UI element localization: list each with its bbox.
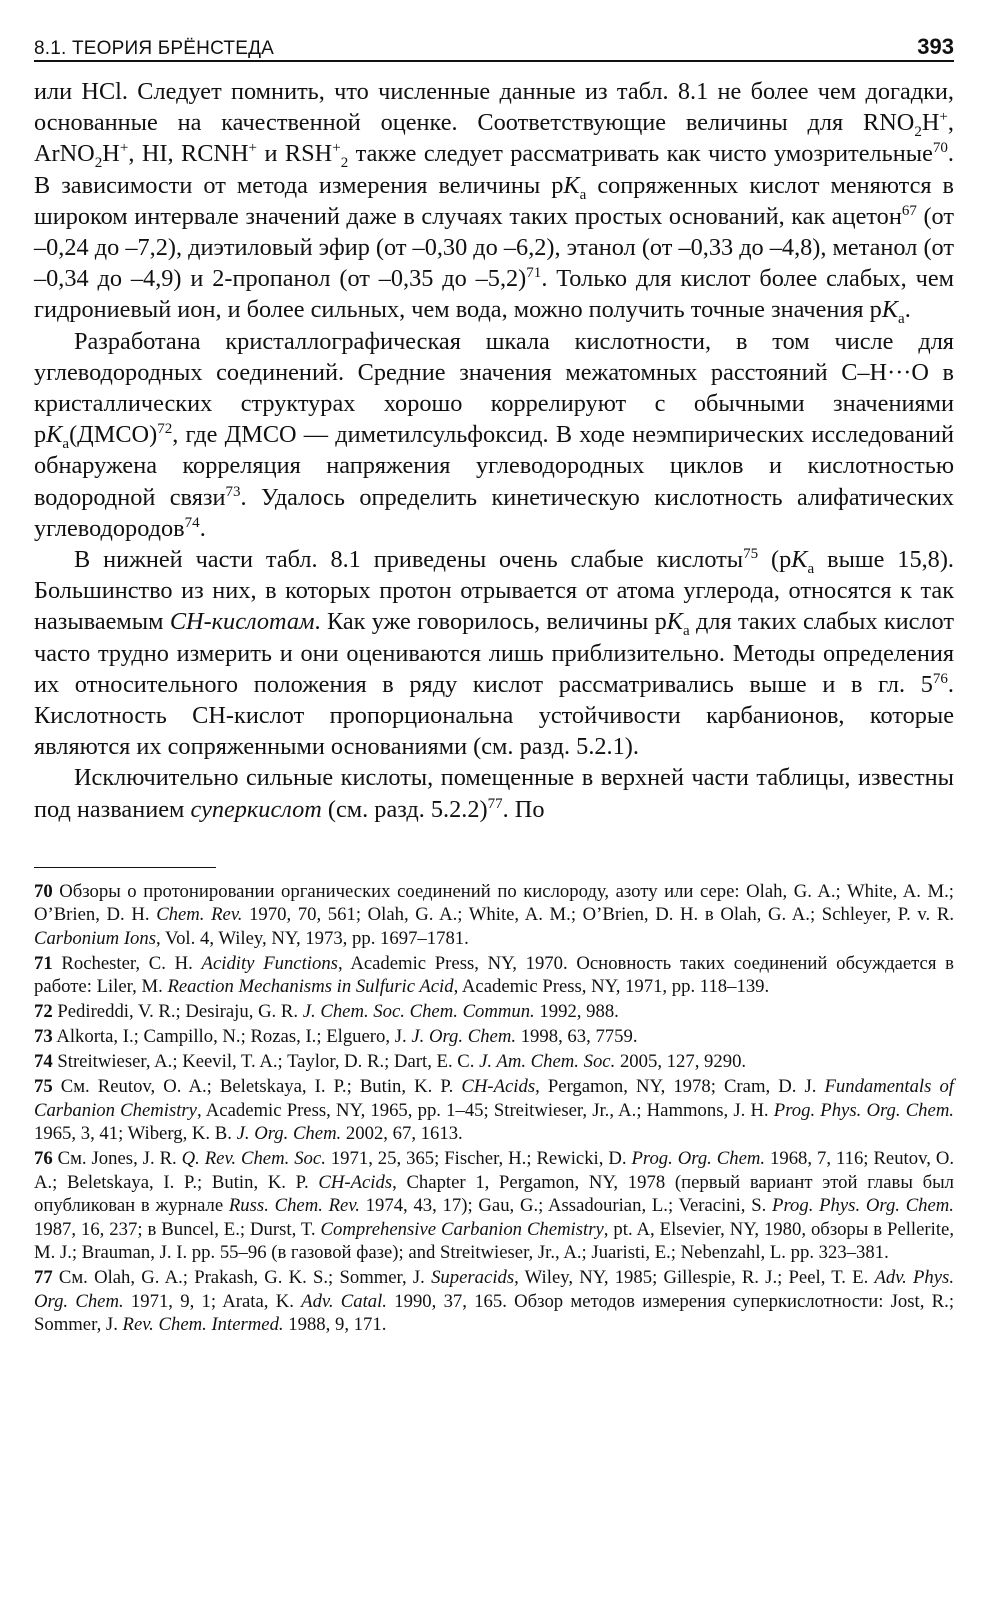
superscript: 72 <box>157 421 173 438</box>
page-number: 393 <box>917 34 954 59</box>
text-run: , ArNO <box>34 109 954 168</box>
text-run: , Academic Press, NY, 1970. Основность таких соединений обсуждается в работе: Liler, M. <box>34 952 955 998</box>
text-run: . По <box>502 795 545 823</box>
footnote <box>34 1266 954 1337</box>
text-run: , Pergamon, NY, 1978; Cram, D. J. <box>535 1076 825 1098</box>
text-run: См. Olah, G. A.; Prakash, G. K. S.; Sommer, J. <box>52 1267 432 1289</box>
superscript: + <box>332 140 341 157</box>
italic-text: Superacids <box>431 1267 515 1289</box>
text-run: , Academic Press, NY, 1971, pp. 118–139. <box>453 976 770 998</box>
page <box>34 30 954 1338</box>
superscript: 71 <box>526 265 542 282</box>
italic-text: J. Am. Chem. Soc. <box>479 1051 616 1073</box>
italic-text: Comprehensive Carbanion Chemistry <box>320 1218 604 1240</box>
subscript: a <box>62 436 70 453</box>
text-run: 2002, 67, 1613. <box>341 1123 463 1145</box>
superscript: + <box>119 140 129 157</box>
text-run: или HCl. Следует помнить, что численные данные из табл. 8.1 не более чем догадки, основанные на качественной оценке. Соответствующие величины для RNO <box>34 78 954 137</box>
footnote-number: 71 <box>34 952 53 974</box>
italic-text: Prog. Phys. Org. Chem. <box>772 1195 954 1217</box>
superscript: 70 <box>932 140 948 157</box>
text-run: , HI, RCNH <box>128 140 249 168</box>
text-run: 1990, 37, 165. Обзор методов измерения суперкислотности: Jost, R.; Sommer, J. <box>34 1290 955 1336</box>
text-run: выше 15,8). Большинство из них, в которых протон отрывается от атома углерода, относятся к так называемым <box>34 546 954 636</box>
italic-text: K <box>791 546 808 574</box>
italic-text: Adv. Phys. Org. Chem. <box>34 1267 954 1312</box>
body-text <box>34 76 954 825</box>
footnote <box>34 1025 954 1049</box>
text-run: В нижней части табл. 8.1 приведены очень слабые кислоты <box>74 546 744 574</box>
text-run: См. Jones, J. R. <box>52 1148 182 1170</box>
footnote-number: 76 <box>34 1148 53 1170</box>
text-run: 2005, 127, 9290. <box>615 1051 747 1073</box>
text-run: Streitwieser, A.; Keevil, T. A.; Taylor, D. R.; Dart, E. C. <box>52 1051 480 1073</box>
italic-text: K <box>46 421 63 449</box>
italic-text: Russ. Chem. Rev. <box>228 1195 360 1217</box>
text-run: H <box>921 109 940 137</box>
text-run: . В зависимости от метода измерения величины p <box>34 140 954 199</box>
footnote <box>34 1075 954 1146</box>
superscript: + <box>248 140 258 157</box>
text-run: , Chapter 1, Pergamon, NY, 1978 (первый вариант этой главы был опубликован в журнале <box>34 1171 955 1217</box>
italic-text: Adv. Catal. <box>301 1290 387 1312</box>
text-run: сопряженных кислот меняются в широком интервале значений даже в случаях таких простых оснований, как ацетон <box>34 171 955 230</box>
paragraph <box>34 544 954 762</box>
text-run: Rochester, C. H. <box>52 952 202 974</box>
italic-text: Fundamentals of Carbanion Chemistry <box>34 1076 954 1121</box>
text-run: 1965, 3, 41; Wiberg, K. B. <box>34 1123 237 1145</box>
text-run: 1988, 9, 171. <box>283 1314 387 1336</box>
footnote <box>34 880 954 951</box>
footnote-divider <box>34 867 216 868</box>
text-run: , Academic Press, NY, 1965, pp. 1–45; Streitwieser, Jr., A.; Hammons, J. H. <box>196 1099 774 1121</box>
text-run: . Как уже говорилось, величины p <box>314 608 667 636</box>
italic-text: суперкислот <box>190 795 322 823</box>
paragraph <box>34 326 954 544</box>
subscript: a <box>682 623 690 640</box>
text-run: (от –0,24 до –7,2), диэтиловый эфир (от –0,30 до –6,2), этанол (от –0,33 до –4,8), метанол (от –0,34 до –4,9) и 2-пропанол (от –0,35 до –5,2) <box>34 202 954 293</box>
italic-text: Carbonium Ions <box>34 927 156 949</box>
text-run: , где ДМСО — диметилсульфоксид. В ходе неэмпирических исследований обнаружена корреляция напряжения углеводородных циклов и кислотностью водородной связи <box>34 421 954 511</box>
subscript: a <box>807 560 815 577</box>
superscript: 76 <box>932 670 948 687</box>
italic-text: J. Chem. Soc. Chem. Commun. <box>302 1001 535 1023</box>
text-run: Alkorta, I.; Campillo, N.; Rozas, I.; Elguero, J. <box>52 1026 412 1048</box>
italic-text: K <box>881 296 899 324</box>
subscript: 2 <box>340 155 349 172</box>
italic-text: Prog. Phys. Org. Chem. <box>773 1099 954 1121</box>
footnote-number: 74 <box>34 1051 53 1073</box>
text-run: , pt. A, Elsevier, NY, 1980, обзоры в Pellerite, M. J.; Brauman, J. I. pp. 55–96 (в газовой фазе); and Streitwieser, Jr., A.; Juaristi, E.; Nebenzahl, L. pp. 323–381. <box>34 1218 954 1264</box>
subscript: 2 <box>94 155 103 172</box>
italic-text: Q. Rev. Chem. Soc. <box>181 1148 326 1170</box>
footnote <box>34 1000 954 1024</box>
italic-text: J. Org. Chem. <box>411 1026 517 1048</box>
text-run: для таких слабых кислот часто трудно измерить и они оцениваются лишь приблизительно. Методы определения их относительного положения в ряду кислот рассматривались выше и в гл. 5 <box>34 608 954 698</box>
text-run: 1971, 9, 1; Arata, K. <box>123 1290 302 1312</box>
italic-text: K <box>563 171 580 199</box>
italic-text: CH-Acids <box>461 1076 536 1098</box>
italic-text: Rev. Chem. Intermed. <box>122 1314 284 1336</box>
italic-text: Chem. Rev. <box>156 904 243 926</box>
text-run: . <box>904 296 911 324</box>
text-run: H <box>102 140 120 168</box>
text-run: . Удалось определить кинетическую кислотность алифатических углеводородов <box>34 483 955 542</box>
subscript: 2 <box>914 124 922 141</box>
text-run: , Wiley, NY, 1985; Gillespie, R. J.; Peel, T. E. <box>514 1267 875 1289</box>
text-run: 1971, 25, 365; Fischer, H.; Rewicki, D. <box>325 1148 632 1170</box>
footnotes <box>34 880 954 1337</box>
text-run: 1998, 63, 7759. <box>516 1026 638 1048</box>
paragraph <box>34 76 954 326</box>
section-title: 8.1. ТЕОРИЯ БРЁНСТЕДА <box>34 38 275 59</box>
footnote <box>34 952 954 999</box>
footnote-number: 70 <box>34 880 53 902</box>
footnote <box>34 1147 954 1265</box>
footnote <box>34 1050 954 1074</box>
superscript: + <box>939 109 948 126</box>
footnote-number: 73 <box>34 1026 53 1048</box>
text-run: 1992, 988. <box>534 1001 619 1023</box>
text-run: Pedireddi, V. R.; Desiraju, G. R. <box>52 1001 303 1023</box>
footnote-number: 72 <box>34 1001 53 1023</box>
footnote-number: 75 <box>34 1076 53 1098</box>
superscript: 77 <box>487 795 503 812</box>
text-run: (см. разд. 5.2.2) <box>321 795 488 823</box>
footnote-number: 77 <box>34 1267 53 1289</box>
italic-text: CH-Acids <box>318 1171 393 1193</box>
text-run: 1968, 7, 116; Reutov, O. A.; Beletskaya, I. P.; Butin, K. P. <box>34 1148 954 1193</box>
text-run: (ДМСО) <box>69 421 158 449</box>
subscript: a <box>898 311 905 328</box>
superscript: 73 <box>225 483 241 500</box>
text-run: Обзоры о протонировании органических соединений по кислороду, азоту или сере: Olah, G. A.; White, A. M.; O’Brien, D. H. <box>34 880 954 926</box>
italic-text: Acidity Functions <box>201 952 338 974</box>
superscript: 75 <box>743 545 759 562</box>
text-run: 1987, 16, 237; в Buncel, E.; Durst, T. <box>34 1218 321 1240</box>
superscript: 67 <box>901 202 917 219</box>
subscript: a <box>579 186 587 203</box>
paragraph <box>34 762 954 824</box>
superscript: 74 <box>184 514 200 531</box>
italic-text: Reaction Mechanisms in Sulfuric Acid <box>167 976 454 998</box>
text-run: . Кислотность CH-кислот пропорциональна устойчивости карбанионов, которые являются их сопряженными основаниями (см. разд. 5.2.1). <box>34 670 954 761</box>
text-run: (p <box>758 546 792 574</box>
text-run: и RSH <box>257 140 333 168</box>
text-run: 1970, 70, 561; Olah, G. A.; White, A. M.; O’Brien, D. H. в Olah, G. A.; Schleyer, P. v. R. <box>242 904 954 926</box>
italic-text: K <box>666 608 683 636</box>
text-run: Разработана кристаллографическая шкала кислотности, в том числе для углеводородных соединений. Средние значения межатомных расстояний C–H···O в кристаллических структурах хорошо коррелируют с обычными значениями p <box>34 327 954 449</box>
italic-text: J. Org. Chem. <box>236 1123 342 1145</box>
text-run: См. Reutov, O. A.; Beletskaya, I. P.; Butin, K. P. <box>52 1076 462 1098</box>
text-run: . Только для кислот более слабых, чем гидрониевый ион, и более сильных, чем вода, можно получить точные значения p <box>34 265 954 324</box>
text-run: Исключительно сильные кислоты, помещенные в верхней части таблицы, известны под названием <box>34 764 954 823</box>
italic-text: Prog. Org. Chem. <box>631 1148 766 1170</box>
running-header <box>34 30 954 62</box>
text-run: . <box>199 514 206 542</box>
text-run: , Vol. 4, Wiley, NY, 1973, pp. 1697–1781. <box>156 927 469 949</box>
italic-text: CH-кислотам <box>169 608 315 636</box>
text-run: также следует рассматривать как чисто умозрительные <box>348 140 933 168</box>
text-run: 1974, 43, 17); Gau, G.; Assadourian, L.; Veracini, S. <box>359 1195 773 1217</box>
